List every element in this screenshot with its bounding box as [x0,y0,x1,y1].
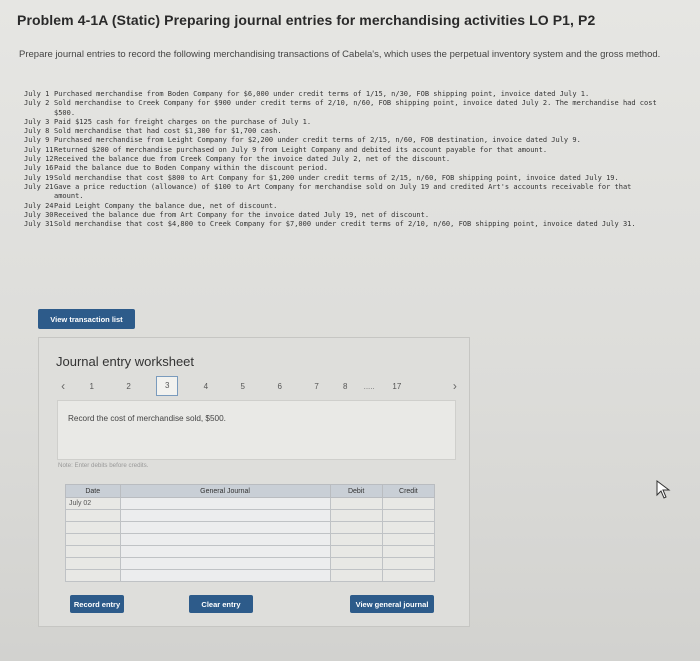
date-cell[interactable]: July 02 [66,498,121,510]
transaction-text: Paid Leight Company the balance due, net of discount. [54,201,278,210]
worksheet-title: Journal entry worksheet [56,354,195,369]
col-credit-header: Credit [382,485,434,498]
date-cell[interactable] [66,558,121,570]
transaction-item [24,127,664,136]
page-tab-5[interactable]: 5 [240,381,245,391]
debit-cell[interactable] [330,534,382,546]
credit-cell[interactable] [382,510,434,522]
debit-cell[interactable] [330,546,382,558]
col-debit-header: Debit [330,485,382,498]
debit-cell[interactable] [330,522,382,534]
page-tab-8[interactable]: 8 [342,381,348,391]
page-tab-2[interactable]: 2 [126,381,131,391]
date-cell[interactable] [66,546,121,558]
transaction-text: Purchased merchandise from Boden Company for $6,000 under credit terms of 1/15, n/30, FOB shipping point, invoice dated July 1. [54,90,590,98]
transaction-item [24,164,664,173]
transaction-text: Paid the balance due to Boden Company within the discount period. [54,164,328,173]
record-entry-button[interactable]: Record entry [70,595,124,613]
transaction-item [24,155,664,164]
clear-entry-button[interactable]: Clear entry [189,595,253,613]
journal-entry-worksheet [38,337,470,627]
transaction-item [24,211,664,220]
transaction-text: Returned $200 of merchandise purchased on July 9 from Leight Company and debited its account payable for that amount. [54,145,548,154]
credit-cell[interactable] [382,522,434,534]
col-general-journal-header: General Journal [120,485,330,498]
instruction-box [57,400,456,460]
transaction-date: July 3 [24,117,50,126]
transaction-date: July 24 [24,201,54,210]
instruction-text: Record the cost of merchandise sold, $500. [68,414,226,423]
col-date-header: Date [66,485,121,498]
transaction-item [24,118,664,127]
mouse-pointer-icon [656,480,672,500]
account-cell[interactable] [120,546,330,558]
account-cell[interactable] [120,534,330,546]
account-cell[interactable] [120,522,330,534]
page-tab-4[interactable]: 4 [203,381,209,391]
table-row [66,498,435,510]
page-tab-3[interactable]: 3 [156,376,178,396]
journal-table [65,484,435,582]
journal-header-row [66,485,435,498]
table-row [66,570,435,582]
table-row [66,558,435,570]
table-row [66,522,435,534]
page-title: Problem 4-1A (Static) Preparing journal entries for merchandising activities LO P1, P2 [17,12,596,28]
transaction-item [24,220,664,229]
table-row [66,546,435,558]
transaction-text: Sold merchandise that cost $800 to Art Company for $1,200 under credit terms of 2/15, n/60, FOB shipping point, invoice dated July 19. [54,173,619,182]
chevron-right-icon[interactable]: › [452,379,457,393]
transaction-text: Sold merchandise that had cost $1,300 for $1,700 cash. [54,127,282,136]
debits-note: Note: Enter debits before credits. [58,462,149,469]
page-tab-7[interactable]: 7 [314,381,319,391]
table-row [66,534,435,546]
transaction-date: July 19 [24,173,54,182]
transaction-date: July 21 [24,182,54,191]
page-tab-1[interactable]: 1 [89,381,94,391]
transaction-item [24,183,664,202]
transaction-item [24,99,664,118]
transaction-item [24,174,664,183]
debit-cell[interactable] [330,510,382,522]
debit-cell[interactable] [330,570,382,582]
transaction-text: Paid $125 cash for freight charges on the purchase of July 1. [54,117,312,126]
transaction-text: Sold merchandise that cost $4,800 to Creek Company for $7,000 under credit terms of 2/10, n/60, FOB shipping point, invoice dated July 31. [54,220,636,229]
debit-cell[interactable] [330,558,382,570]
credit-cell[interactable] [382,546,434,558]
transaction-text: Purchased merchandise from Leight Company for $2,200 under credit terms of 2/15, n/60, FOB destination, invoice dated July 9. [54,136,581,145]
transaction-text: Received the balance due from Art Company for the invoice dated July 19, net of discount. [54,210,430,219]
chevron-left-icon[interactable]: ‹ [61,379,66,393]
date-cell[interactable] [66,510,121,522]
date-cell[interactable] [66,522,121,534]
transaction-item [24,202,664,211]
transaction-date: July 11 [24,145,54,154]
view-transaction-list-button[interactable]: View transaction list [38,309,135,329]
transaction-text: Sold merchandise to Creek Company for $900 under credit terms of 2/10, n/60, FOB shipping point, invoice dated July 2. The merchandise had cost $500. [54,99,657,117]
date-cell[interactable] [66,534,121,546]
transaction-item [24,90,664,99]
account-cell[interactable] [120,498,330,510]
transaction-date: July 2 [24,99,50,108]
transaction-date: July 16 [24,164,54,173]
worksheet-pager [53,376,465,396]
transaction-date: July 1 [24,90,50,98]
account-cell[interactable] [120,570,330,582]
transaction-date: July 12 [24,155,54,164]
account-cell[interactable] [120,558,330,570]
credit-cell[interactable] [382,558,434,570]
page-tab-6[interactable]: 6 [277,381,282,391]
transaction-item [24,146,664,155]
transaction-date: July 8 [24,127,50,136]
credit-cell[interactable] [382,534,434,546]
page-ellipsis: ..... [363,381,375,391]
transaction-text: Received the balance due from Creek Company for the invoice dated July 2, net of the discount. [54,155,451,164]
page-tab-17[interactable]: 17 [392,381,402,391]
view-general-journal-button[interactable]: View general journal [350,595,434,613]
transaction-date: July 9 [24,136,50,145]
debit-cell[interactable] [330,498,382,510]
transaction-text: Gave a price reduction (allowance) of $100 to Art Company for merchandise sold on July 19 and credited Art's accounts receivable for that amount. [54,182,632,201]
date-cell[interactable] [66,570,121,582]
credit-cell[interactable] [382,570,434,582]
transaction-date: July 30 [24,210,54,219]
account-cell[interactable] [120,510,330,522]
problem-intro: Prepare journal entries to record the following merchandising transactions of Cabela's, which uses the perpetual inventory system and the gross method. [19,49,661,60]
transaction-list [24,90,664,229]
transaction-date: July 31 [24,220,54,229]
table-row [66,510,435,522]
transaction-item [24,136,664,145]
credit-cell[interactable] [382,498,434,510]
